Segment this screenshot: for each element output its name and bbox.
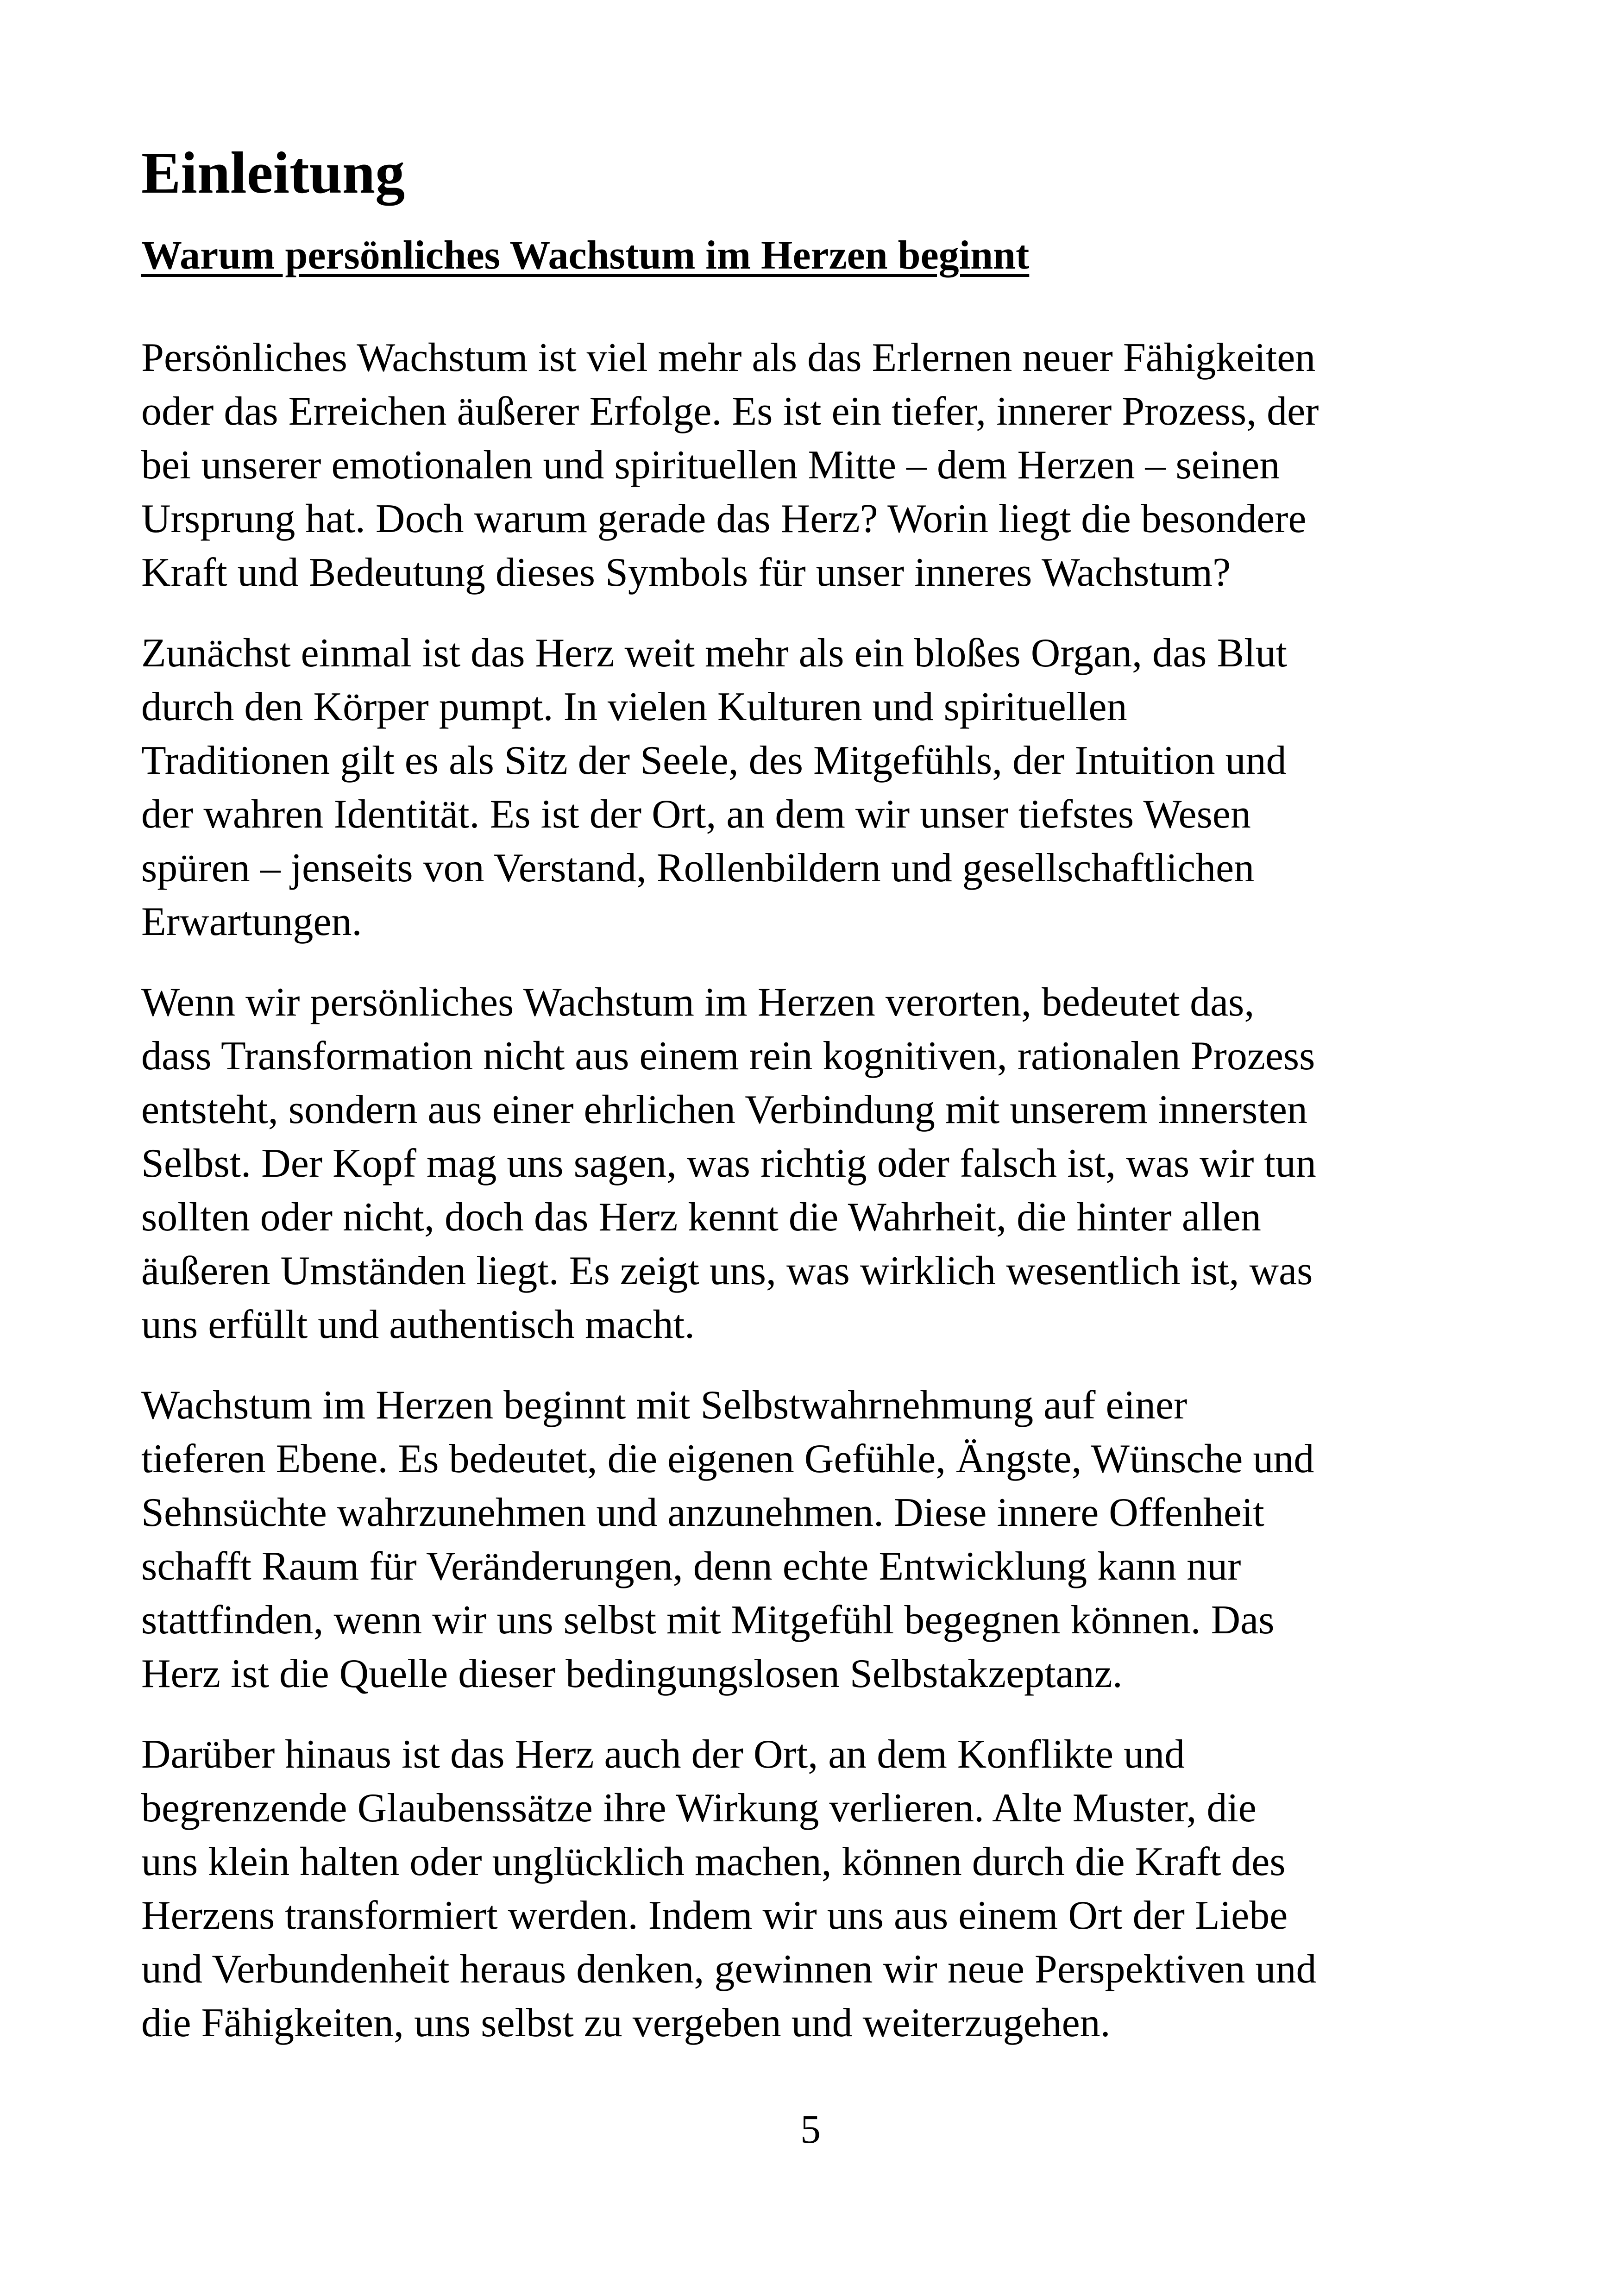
text-line: und Verbundenheit heraus denken, gewinnen wir neue Perspektiven und bbox=[141, 1946, 1317, 1992]
text-line: begrenzende Glaubenssätze ihre Wirkung verlieren. Alte Muster, die bbox=[141, 1785, 1257, 1831]
paragraph bbox=[141, 627, 1508, 949]
text-line: schafft Raum für Veränderungen, denn echte Entwicklung kann nur bbox=[141, 1543, 1241, 1589]
text-line: spüren – jenseits von Verstand, Rollenbildern und gesellschaftlichen bbox=[141, 845, 1255, 891]
text-line: äußeren Umständen liegt. Es zeigt uns, was wirklich wesentlich ist, was bbox=[141, 1248, 1313, 1293]
text-line: Kraft und Bedeutung dieses Symbols für unser inneres Wachstum? bbox=[141, 550, 1231, 595]
page-content bbox=[141, 139, 1508, 2077]
text-line: Erwartungen. bbox=[141, 899, 362, 944]
text-line: Herzens transformiert werden. Indem wir uns aus einem Ort der Liebe bbox=[141, 1893, 1288, 1938]
page-number: 5 bbox=[800, 2107, 821, 2152]
paragraph bbox=[141, 976, 1508, 1352]
text-line: stattfinden, wenn wir uns selbst mit Mitgefühl begegnen können. Das bbox=[141, 1597, 1275, 1643]
text-line: Wenn wir persönliches Wachstum im Herzen verorten, bedeutet das, bbox=[141, 979, 1255, 1025]
text-line: Traditionen gilt es als Sitz der Seele, des Mitgefühls, der Intuition und bbox=[141, 738, 1287, 783]
text-line: der wahren Identität. Es ist der Ort, an dem wir unser tiefstes Wesen bbox=[141, 791, 1251, 837]
text-line: uns klein halten oder unglücklich machen, können durch die Kraft des bbox=[141, 1839, 1286, 1884]
text-line: Ursprung hat. Doch warum gerade das Herz? Worin liegt die besondere bbox=[141, 496, 1307, 541]
text-line: Wachstum im Herzen beginnt mit Selbstwahrnehmung auf einer bbox=[141, 1382, 1187, 1428]
paragraph bbox=[141, 1728, 1508, 2050]
text-line: die Fähigkeiten, uns selbst zu vergeben und weiterzugehen. bbox=[141, 2000, 1111, 2045]
text-line: bei unserer emotionalen und spirituellen Mitte – dem Herzen – seinen bbox=[141, 442, 1280, 488]
text-line: Darüber hinaus ist das Herz auch der Ort, an dem Konflikte und bbox=[141, 1731, 1185, 1777]
text-line: Herz ist die Quelle dieser bedingungslosen Selbstakzeptanz. bbox=[141, 1651, 1123, 1696]
text-line: tieferen Ebene. Es bedeutet, die eigenen Gefühle, Ängste, Wünsche und bbox=[141, 1436, 1314, 1481]
section-title: Warum persönliches Wachstum im Herzen beginnt bbox=[141, 233, 1030, 278]
text-line: sollten oder nicht, doch das Herz kennt die Wahrheit, die hinter allen bbox=[141, 1194, 1261, 1240]
text-line: durch den Körper pumpt. In vielen Kulturen und spirituellen bbox=[141, 684, 1127, 729]
text-line: Sehnsüchte wahrzunehmen und anzunehmen. Diese innere Offenheit bbox=[141, 1490, 1264, 1535]
text-line: dass Transformation nicht aus einem rein kognitiven, rationalen Prozess bbox=[141, 1033, 1315, 1079]
text-line: uns erfüllt und authentisch macht. bbox=[141, 1302, 695, 1347]
paragraph bbox=[141, 1379, 1508, 1701]
text-line: oder das Erreichen äußerer Erfolge. Es ist ein tiefer, innerer Prozess, der bbox=[141, 389, 1319, 434]
text-line: Zunächst einmal ist das Herz weit mehr als ein bloßes Organ, das Blut bbox=[141, 630, 1288, 676]
text-line: entsteht, sondern aus einer ehrlichen Verbindung mit unserem innersten bbox=[141, 1087, 1307, 1132]
text-line: Selbst. Der Kopf mag uns sagen, was richtig oder falsch ist, was wir tun bbox=[141, 1141, 1316, 1186]
paragraph bbox=[141, 331, 1508, 600]
chapter-title: Einleitung bbox=[141, 140, 405, 206]
text-line: Persönliches Wachstum ist viel mehr als das Erlernen neuer Fähigkeiten bbox=[141, 335, 1316, 380]
